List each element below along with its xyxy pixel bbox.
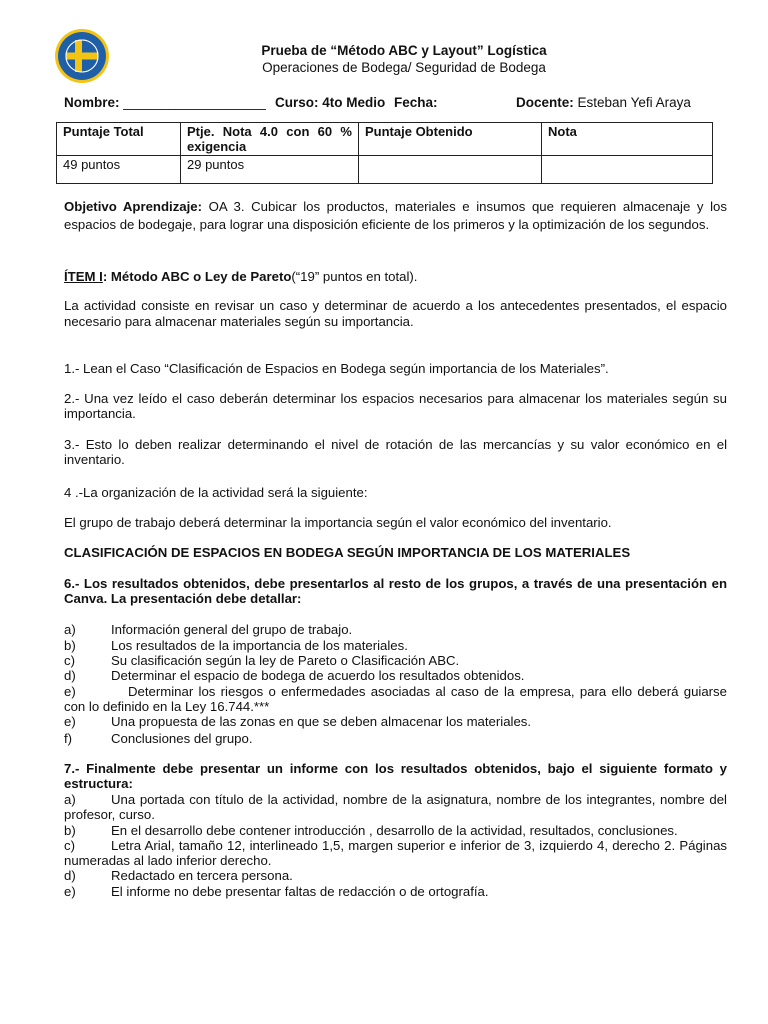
list-item: d) Determinar el espacio de bodega de acuerdo los resultados obtenidos. [64, 668, 525, 683]
list-item: e) Una propuesta de las zonas en que se deben almacenar los materiales. [64, 714, 532, 729]
step-2: 2.- Una vez leído el caso deberán determinar los espacios necesarios para almacenar los materiales según su importancia. [64, 391, 727, 421]
table-cell: 29 puntos [181, 156, 359, 184]
item-points: (“19” puntos en total). [291, 269, 418, 284]
item-title: : Método ABC o Ley de Pareto [102, 269, 292, 284]
step-3: 3.- Esto lo deben realizar determinando el nivel de rotación de las mercancías y su valor económico en el inventario. [64, 437, 727, 467]
list-item: a) Información general del grupo de trabajo. [64, 622, 353, 637]
table-cell [542, 156, 713, 184]
list-item: e) El informe no debe presentar faltas de redacción o de ortografía. [64, 884, 489, 899]
step-1: 1.- Lean el Caso “Clasificación de Espacios en Bodega según importancia de los Materiales”. [64, 361, 609, 376]
table-header-cell: Ptje. Nota 4.0 con 60 % exigencia [181, 123, 359, 156]
list-item: b) Los resultados de la importancia de los materiales. [64, 638, 408, 653]
list-item: c) Su clasificación según la ley de Pareto o Clasificación ABC. [64, 653, 460, 668]
list-item: f) Conclusiones del grupo. [64, 731, 253, 746]
question-7-heading: 7.- Finalmente debe presentar un informe con los resultados obtenidos, bajo el siguiente formato y estructura: [64, 761, 727, 791]
fecha-label: Fecha: [394, 95, 438, 110]
list-item: b) En el desarrollo debe contener introducción , desarrollo de la actividad, resultados, conclusiones. [64, 823, 678, 838]
list-item: d) Redactado en tercera persona. [64, 868, 293, 883]
nombre-label: Nombre: ___________________ [64, 95, 266, 110]
table-header-cell: Puntaje Total [57, 123, 181, 156]
section-heading: CLASIFICACIÓN DE ESPACIOS EN BODEGA SEGÚN IMPORTANCIA DE LOS MATERIALES [64, 545, 631, 560]
item-label: ÍTEM I [64, 269, 103, 284]
table-cell [359, 156, 542, 184]
score-table [56, 122, 713, 184]
table-cell: 49 puntos [57, 156, 181, 184]
table-row [57, 156, 713, 184]
step-5: El grupo de trabajo deberá determinar la importancia según el valor económico del inventario. [64, 515, 612, 530]
header [0, 42, 768, 76]
objective-label: Objetivo Aprendizaje: [64, 199, 203, 214]
document-title: Prueba de “Método ABC y Layout” Logística [261, 43, 547, 58]
table-header-cell: Nota [542, 123, 713, 156]
objective-paragraph [64, 198, 727, 234]
table-header-cell: Puntaje Obtenido [359, 123, 542, 156]
objective-text: OA 3. Cubicar los productos, materiales e insumos que requieren almacenaje y los espacios de bodegaje, para lograr una disposición eficiente de los primeros y la optimización de los segundos. [64, 199, 727, 232]
question-6-heading: 6.- Los resultados obtenidos, debe presentarlos al resto de los grupos, a través de una presentación en Canva. La presentación debe detallar: [64, 576, 727, 606]
intro-paragraph: La actividad consiste en revisar un caso y determinar de acuerdo a los antecedentes presentados, el espacio necesario para almacenar materiales según su importancia. [64, 298, 727, 329]
list-item: a) Una portada con título de la actividad, nombre de la asignatura, nombre de los integrantes, nombre del profesor, curso. [64, 792, 727, 822]
list-item: c) Letra Arial, tamaño 12, interlineado 1,5, margen superior e inferior de 3, izquierdo 4, derecho 2. Páginas numeradas al lado inferior derecho. [64, 838, 727, 868]
item-heading [64, 268, 727, 285]
document-subtitle: Operaciones de Bodega/ Seguridad de Bodega [262, 60, 546, 75]
docente-info: Docente: Esteban Yefi Araya [516, 95, 691, 110]
curso-label: Curso: 4to Medio [275, 95, 386, 110]
step-4: 4 .-La organización de la actividad será la siguiente: [64, 485, 368, 500]
list-item: e) Determinar los riesgos o enfermedades asociadas al caso de la empresa, para ello deberá guiarse con lo definido en la Ley 16.744.*** [64, 684, 727, 714]
table-header-row [57, 123, 713, 156]
